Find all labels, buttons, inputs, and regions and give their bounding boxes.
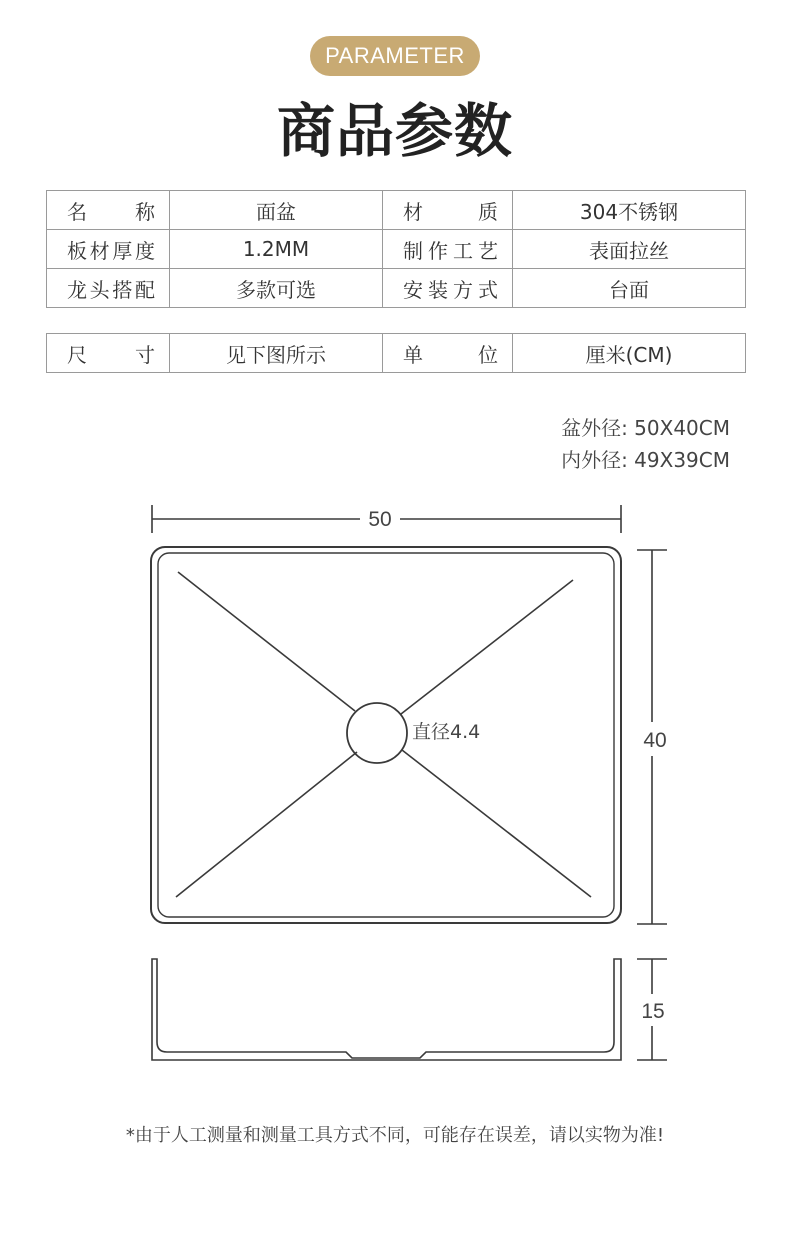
inner-diameter-text: 内外径: 49X39CM	[561, 448, 730, 472]
param-label-faucet: 龙头搭配	[47, 269, 170, 308]
param-label-material: 材质	[383, 191, 513, 230]
param-value-install: 台面	[513, 269, 746, 308]
sink-side-section	[152, 959, 621, 1060]
measurement-disclaimer: *由于人工测量和测量工具方式不同，可能存在误差，请以实物为准!	[125, 1125, 665, 1146]
length-label: 40	[643, 729, 667, 752]
drain-diameter-label: 直径4.4	[412, 721, 481, 743]
param-label-unit: 单位	[383, 334, 513, 373]
page-title: 商品参数	[276, 97, 513, 165]
depth-label: 15	[641, 1000, 665, 1023]
sink-outer-outline	[151, 547, 621, 923]
slope-lines	[176, 572, 591, 897]
param-label-size: 尺寸	[47, 334, 170, 373]
width-label: 50	[368, 508, 392, 531]
param-value-thickness: 1.2MM	[170, 230, 383, 269]
param-label-craft: 制作工艺	[383, 230, 513, 269]
param-value-name: 面盆	[170, 191, 383, 230]
param-value-faucet: 多款可选	[170, 269, 383, 308]
param-label-install: 安装方式	[383, 269, 513, 308]
outer-diameter-text: 盆外径: 50X40CM	[561, 416, 730, 440]
param-label-thickness: 板材厚度	[47, 230, 170, 269]
param-value-unit: 厘米(CM)	[513, 334, 746, 373]
param-label-name: 名称	[47, 191, 170, 230]
parameter-badge: PARAMETER	[310, 36, 480, 76]
param-value-material: 304不锈钢	[513, 191, 746, 230]
param-value-craft: 表面拉丝	[513, 230, 746, 269]
param-value-size: 见下图所示	[170, 334, 383, 373]
drain-hole	[347, 703, 407, 763]
